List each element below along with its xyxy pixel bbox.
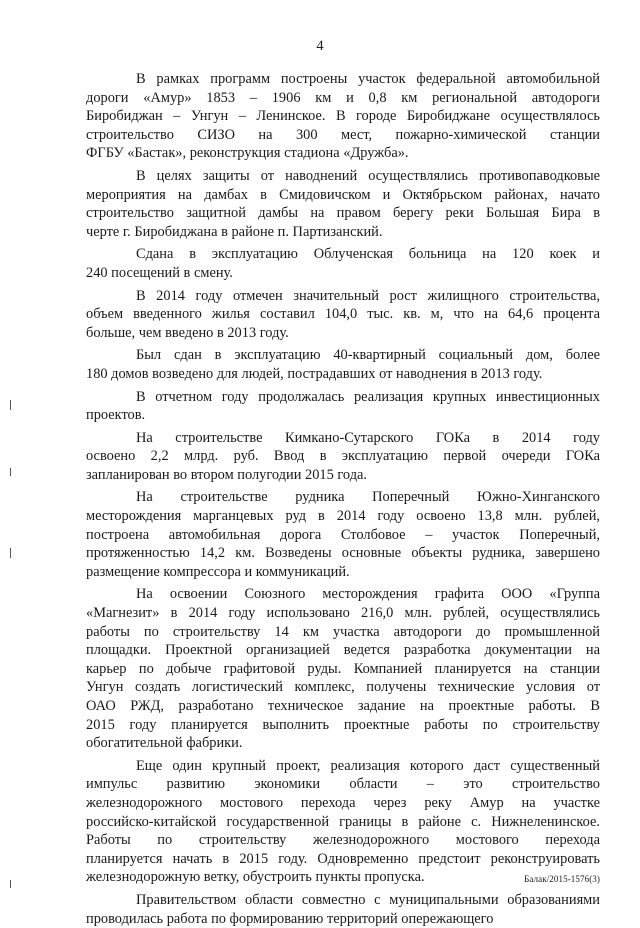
text-line: объем введенного жилья составил 104,0 тыс. кв. м, что на 64,6 процента [86,306,600,323]
text-line: построена автомобильная дорога Столбовое – участок Поперечный, [86,526,600,543]
text-line: черте г. Биробиджана в районе п. Партизанский. [86,223,383,240]
text-line: дороги «Амур» 1853 – 1906 км и 0,8 км региональной автодороги [86,89,600,106]
text-line: российско-китайской государственной границы в районе с. Нижнеленинское. [86,813,600,830]
text-line: мероприятия на дамбах в Смидовичском и Октябрьском районах, начато [86,186,600,203]
text-line: размещение компрессора и коммуникаций. [86,563,350,580]
text-line: месторождения марганцевых руд в 2014 году освоено 13,8 млн. рублей, [86,508,600,525]
text-line: Еще один крупный проект, реализация которого даст существенный [136,757,600,774]
text-line: На строительстве Кимкано-Сутарского ГОКа в 2014 году [136,429,600,446]
text-line: Сдана в эксплуатацию Облученская больница на 120 коек и [136,246,600,263]
text-line: 240 посещений в смену. [86,264,233,281]
text-line: На строительстве рудника Поперечный Южно-Хинганского [136,489,600,506]
text-line: запланирован во втором полугодии 2015 года. [86,466,368,483]
text-line: Унгун создать логистический комплекс, получены технические условия от [86,679,600,696]
document-footer-code: Балак/2015-1576(3) [524,874,600,884]
text-line: обогатительной фабрики. [86,735,243,752]
paragraph [86,429,600,485]
text-line: Работы по строительству железнодорожного мостового перехода [86,832,600,849]
text-line: проектов. [86,407,146,424]
paragraph [86,891,600,928]
scan-edge-marks [10,0,16,905]
text-line: Биробиджан – Унгун – Ленинское. В городе Биробиджане осуществлялось [86,108,600,125]
text-line: 180 домов возведено для людей, пострадавших от наводнения в 2013 году. [86,365,543,382]
text-line: работы по строительству 14 км участка автодороги до промышленной [86,623,600,640]
text-line: освоено 2,2 млрд. руб. Ввод в эксплуатацию первой очереди ГОКа [86,448,600,465]
text-line: ОАО РЖД, разработано техническое задание на проектные работы. В [86,698,600,714]
paragraph [86,585,600,752]
text-line: Был сдан в эксплуатацию 40-квартирный социальный дом, более [136,347,600,364]
text-line: Правительством области совместно с муниципальными образованиями [136,891,600,908]
paragraph [86,167,600,241]
text-line: В 2014 году отмечен значительный рост жилищного строительства, [136,287,600,304]
text-line: площадки. Проектной организацией ведется разработка документации на [86,642,600,659]
paragraph [86,287,600,343]
paragraph [86,346,600,383]
text-line: больше, чем введено в 2013 году. [86,324,289,341]
page-number: 4 [316,38,324,54]
text-line: протяженностью 14,2 км. Возведены основные объекты рудника, завершено [86,545,600,562]
text-line: строительство защитной дамбы на правом берегу реки Большая Бира в [86,205,600,222]
text-line: строительство СИЗО на 300 мест, пожарно-химической станции [86,126,600,143]
text-line: На освоении Союзного месторождения графита ООО «Группа [136,586,600,603]
paragraph [86,757,600,887]
text-line: импульс развитию экономики области – это строительство [86,776,600,793]
text-line: железнодорожного мостового перехода через реку Амур на участке [86,794,600,811]
text-line: ФГБУ «Бастак», реконструкция стадиона «Дружба». [86,145,409,162]
paragraph [86,488,600,581]
text-line: В целях защиты от наводнений осуществлялись противопаводковые [136,167,600,184]
text-line: «Магнезит» в 2014 году использовано 216,0 млн. рублей, осуществлялись [86,605,600,622]
text-line: карьер по добыче графитовой руды. Компанией планируется на станции [86,660,600,677]
text-line: планируется начать в 2015 году. Одновременно предстоит реконструировать [86,850,600,867]
text-line: В отчетном году продолжалась реализация крупных инвестиционных [136,388,600,405]
document-body [86,70,600,928]
paragraph [86,70,600,163]
text-line: железнодорожную ветку, обустроить пункты пропуска. [86,869,425,886]
paragraph [86,388,600,425]
text-line: В рамках программ построены участок федеральной автомобильной [136,71,600,87]
paragraph [86,245,600,282]
text-line: 2015 году планируется выполнить проектные работы по строительству [86,716,600,733]
text-line: проводилась работа по формированию территорий опережающего [86,910,494,927]
